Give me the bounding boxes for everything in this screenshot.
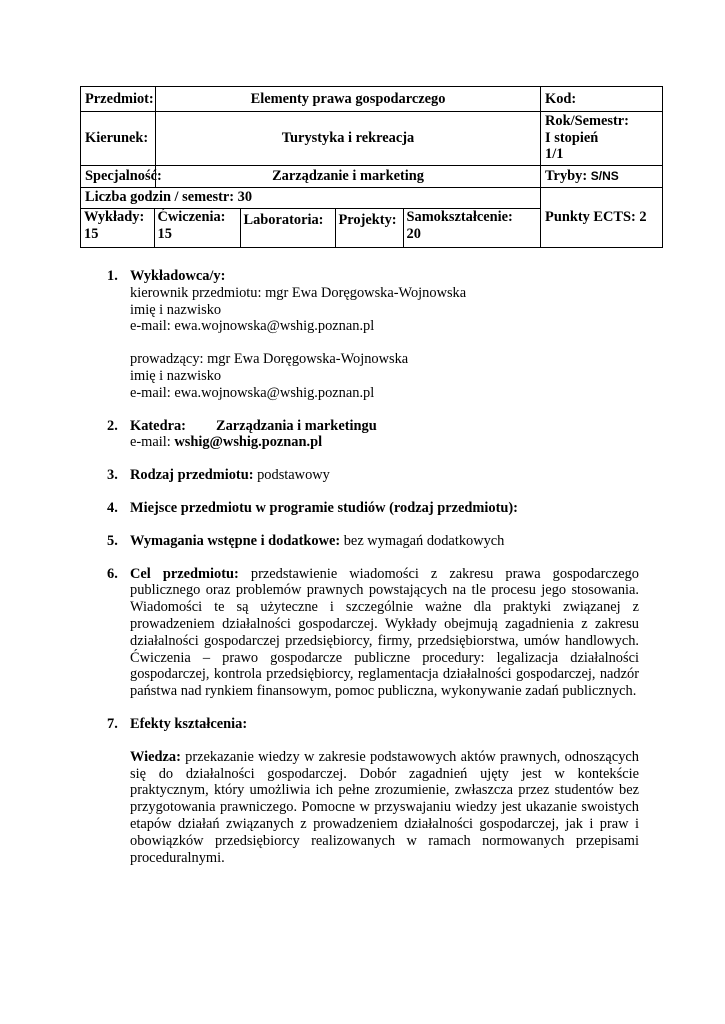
lecturer-line: imię i nazwisko	[130, 367, 222, 384]
section-course-goal	[107, 566, 639, 700]
wyklady-value: 15	[84, 225, 99, 242]
projekty-cell	[335, 209, 403, 247]
section-prerequisites	[107, 533, 639, 550]
tryby-value: S/NS	[590, 169, 619, 184]
cwiczenia-cell	[154, 209, 240, 247]
semestr-value: 1/1	[545, 146, 564, 162]
przedmiot-value: Elementy prawa gospodarczego	[156, 87, 541, 112]
prerequisites-label: Wymagania wstępne i dodatkowe:	[130, 532, 341, 549]
laboratoria-label: Laboratoria:	[243, 212, 324, 228]
section-number: 5.	[107, 532, 118, 549]
ects-points: Punkty ECTS: 2	[541, 188, 663, 248]
course-description	[107, 268, 639, 866]
hours-breakdown-cell	[81, 209, 541, 248]
rok-label: Rok/Semestr:	[545, 113, 629, 129]
przedmiot-label: Przedmiot:	[81, 87, 156, 112]
section-number: 2.	[107, 417, 118, 434]
samoksztalcenie-cell	[403, 209, 541, 247]
lecturer-line: prowadzący: mgr Ewa Doręgowska-Wojnowska	[130, 351, 409, 368]
section-subject-place	[107, 500, 639, 517]
liczba-godzin: Liczba godzin / semestr: 30	[81, 188, 541, 209]
projekty-label: Projekty:	[338, 212, 397, 228]
section-lecturers	[107, 268, 639, 402]
cwiczenia-label: Ćwiczenia:	[157, 209, 226, 225]
kod-label: Kod:	[541, 87, 663, 112]
subject-place-label: Miejsce przedmiotu w programie studiów (rodzaj przedmiotu):	[130, 499, 518, 516]
subject-type-value: podstawowy	[253, 467, 330, 484]
section-department	[107, 418, 639, 452]
tryby-label: Tryby:	[545, 168, 588, 185]
department-value: Zarządzania i marketingu	[216, 417, 377, 434]
section-number: 6.	[107, 565, 118, 582]
section-number: 3.	[107, 467, 118, 484]
knowledge-text: przekazanie wiedzy w zakresie podstawowych aktów prawnych, odnoszących się do działalności gospodarczej. Dobór zagadnień ujęty jest w kontekście praktycznym, który umożliwia ich pełne zrozumienie, zwłaszcza przez studentów bez przygotowania prawniczego. Pomocne w przyswajaniu wiedzy jest ukazanie swoistych etapów działań związanych z prowadzeniem działalności gospodarczej, jak i praw i obowiązków przedsiębiorcy realizowanych w ramach normowanych przepisami proceduralnymi.	[130, 748, 639, 866]
course-header-table	[80, 86, 663, 248]
prerequisites-value: bez wymagań dodatkowych	[340, 532, 505, 549]
lecturer-line: imię i nazwisko	[130, 301, 222, 318]
learning-outcomes-label: Efekty kształcenia:	[130, 715, 248, 732]
kierunek-label: Kierunek:	[81, 112, 156, 166]
specjalnosc-value: Zarządzanie i marketing	[156, 166, 541, 188]
laboratoria-cell	[240, 209, 335, 247]
subject-type-label: Rodzaj przedmiotu:	[130, 467, 254, 484]
section-number: 1.	[107, 268, 118, 284]
section-subject-type	[107, 467, 639, 484]
knowledge-label: Wiedza:	[130, 748, 181, 765]
rok-value: I stopień	[545, 129, 599, 146]
lecturer-line: e-mail: ewa.wojnowska@wshig.poznan.pl	[130, 384, 375, 401]
lecturer-line: e-mail: ewa.wojnowska@wshig.poznan.pl	[130, 318, 375, 335]
wyklady-cell	[81, 209, 154, 247]
samoksztalcenie-label: Samokształcenie:	[406, 209, 513, 225]
wyklady-label: Wykłady:	[84, 209, 145, 225]
department-email: wshig@wshig.poznan.pl	[174, 434, 323, 451]
cwiczenia-value: 15	[157, 225, 172, 242]
course-goal-label: Cel przedmiotu:	[130, 565, 239, 582]
department-email-label: e-mail:	[130, 434, 175, 451]
section-number: 7.	[107, 715, 118, 732]
hours-breakdown	[81, 209, 541, 247]
kierunek-value: Turystyka i rekreacja	[156, 112, 541, 166]
lecturer-line: kierownik przedmiotu: mgr Ewa Doręgowska-Wojnowska	[130, 284, 467, 301]
specjalnosc-label: Specjalność:	[81, 166, 156, 188]
course-goal-text: przedstawienie wiadomości z zakresu prawa gospodarczego publicznego oraz problemów prawnych powstających na tle procesu jego stosowania. Wiadomości te są użyteczne i szczególnie ważne dla praktyki związanej z prowadzeniem działalności gospodarczej. Wykłady obejmują zagadnienia z zakresu działalności gospodarczej przedsiębiorcy, firmy, przedsiębiorstwa, umów handlowych. Ćwiczenia – prawo gospodarcze publiczne procedury: legalizacja działalności gospodarczej, kontrola przedsiębiorcy, reglamentacja działalności gospodarczej, nadzór państwa nad rynkiem finansowym, pomoc publiczna, wykonywanie zadań publicznych.	[130, 565, 639, 700]
section-number: 4.	[107, 499, 118, 516]
rok-semestr-cell	[541, 112, 663, 166]
section-title: Wykładowca/y:	[130, 268, 226, 284]
knowledge-paragraph	[107, 749, 639, 867]
tryby-cell	[541, 166, 663, 188]
section-learning-outcomes	[107, 716, 639, 733]
samoksztalcenie-value: 20	[406, 225, 421, 242]
department-label: Katedra:	[130, 417, 186, 434]
